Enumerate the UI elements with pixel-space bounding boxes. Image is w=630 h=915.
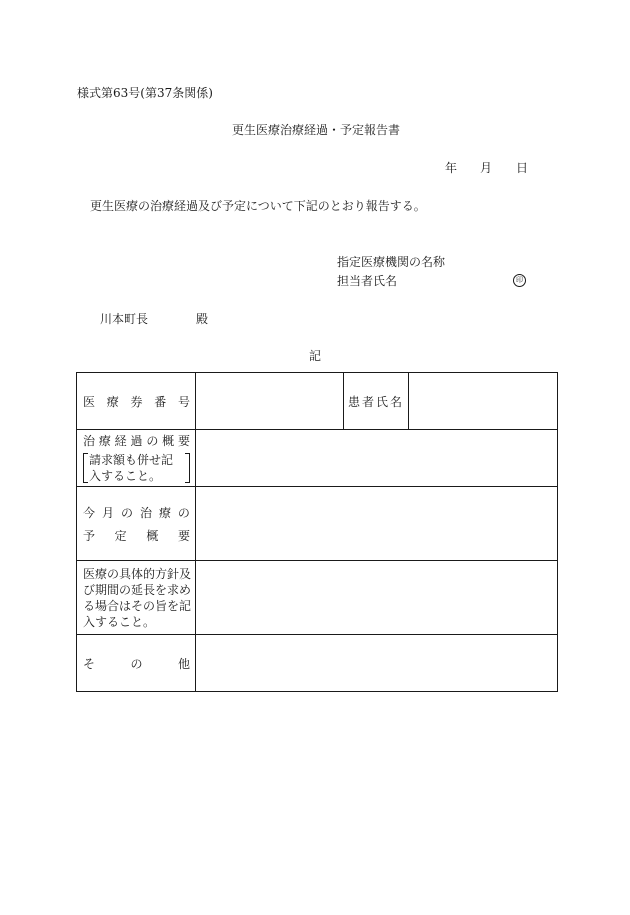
label-char: 療 <box>158 505 171 520</box>
row-monthly-plan <box>77 487 558 561</box>
label-patient-name: 患者氏名 <box>344 373 409 430</box>
label-char: 治 <box>83 434 96 448</box>
seal-mark: 印 <box>513 274 526 287</box>
ki-heading: 記 <box>309 349 322 363</box>
label-char: 療 <box>106 394 119 409</box>
policy-line: る場合はその旨を記 <box>83 598 192 613</box>
label-char: 券 <box>130 394 143 409</box>
label-char: の <box>120 505 133 520</box>
policy-line: 医療の具体的方針及 <box>83 566 192 581</box>
monthly-plan-field[interactable] <box>196 487 558 561</box>
label-char: 療 <box>98 434 111 448</box>
row-other <box>77 635 558 692</box>
plan-line2-spread <box>83 527 190 544</box>
label-char: 過 <box>130 434 143 448</box>
treatment-policy-text <box>83 566 193 630</box>
ticket-number-field[interactable] <box>196 373 344 430</box>
progress-note-bracket <box>83 452 190 484</box>
label-ticket-number <box>77 373 196 430</box>
label-char: の <box>130 656 143 671</box>
label-other <box>77 635 196 692</box>
label-char: 治 <box>139 505 152 520</box>
row-ticket-number <box>77 373 558 430</box>
patient-name-field[interactable] <box>409 373 558 430</box>
progress-heading-spread <box>83 432 190 449</box>
treatment-progress-field[interactable] <box>196 430 558 487</box>
other-spread <box>83 655 190 672</box>
date-year-label: 年 <box>445 161 458 175</box>
label-monthly-plan <box>77 487 196 561</box>
facility-name-label: 指定医療機関の名称 <box>337 255 446 269</box>
label-treatment-progress <box>77 430 196 487</box>
label-char: 概 <box>146 528 159 543</box>
intro-text: 更生医療の治療経過及び予定について下記のとおり報告する。 <box>90 199 426 213</box>
date-line <box>445 162 535 176</box>
label-char: 要 <box>177 434 190 448</box>
label-char: 予 <box>83 528 96 543</box>
row-treatment-policy <box>77 561 558 635</box>
label-char: 経 <box>114 434 127 448</box>
plan-line1-spread <box>83 504 190 521</box>
label-char: の <box>177 505 190 520</box>
progress-note-line: 入すること。 <box>89 469 162 483</box>
addressee-name: 川本町長 <box>100 312 149 326</box>
report-table <box>76 372 558 692</box>
document-title: 更生医療治療経過・予定報告書 <box>232 123 401 137</box>
row-treatment-progress <box>77 430 558 487</box>
label-char: 月 <box>101 505 114 520</box>
ticket-number-spread <box>83 393 190 410</box>
label-char: 今 <box>83 505 96 520</box>
policy-line: 入すること。 <box>83 614 156 629</box>
date-day-label: 日 <box>516 161 529 175</box>
label-char: の <box>146 434 159 448</box>
form-number: 様式第63号(第37条関係) <box>77 86 213 100</box>
other-field[interactable] <box>196 635 558 692</box>
progress-note-line: 請求額も併せ記 <box>89 453 174 467</box>
label-char: 番 <box>154 394 167 409</box>
addressee-honorific: 殿 <box>196 312 209 326</box>
label-treatment-policy <box>77 561 196 635</box>
treatment-policy-field[interactable] <box>196 561 558 635</box>
person-in-charge-label: 担当者氏名 <box>337 274 398 288</box>
label-char: 他 <box>177 656 190 671</box>
label-char: 要 <box>177 528 190 543</box>
label-char: そ <box>83 656 96 671</box>
label-char: 概 <box>162 434 175 448</box>
label-char: 定 <box>114 528 127 543</box>
date-month-label: 月 <box>480 161 493 175</box>
label-char: 医 <box>83 394 96 409</box>
label-char: 号 <box>177 394 190 409</box>
policy-line: び期間の延長を求め <box>83 582 192 597</box>
